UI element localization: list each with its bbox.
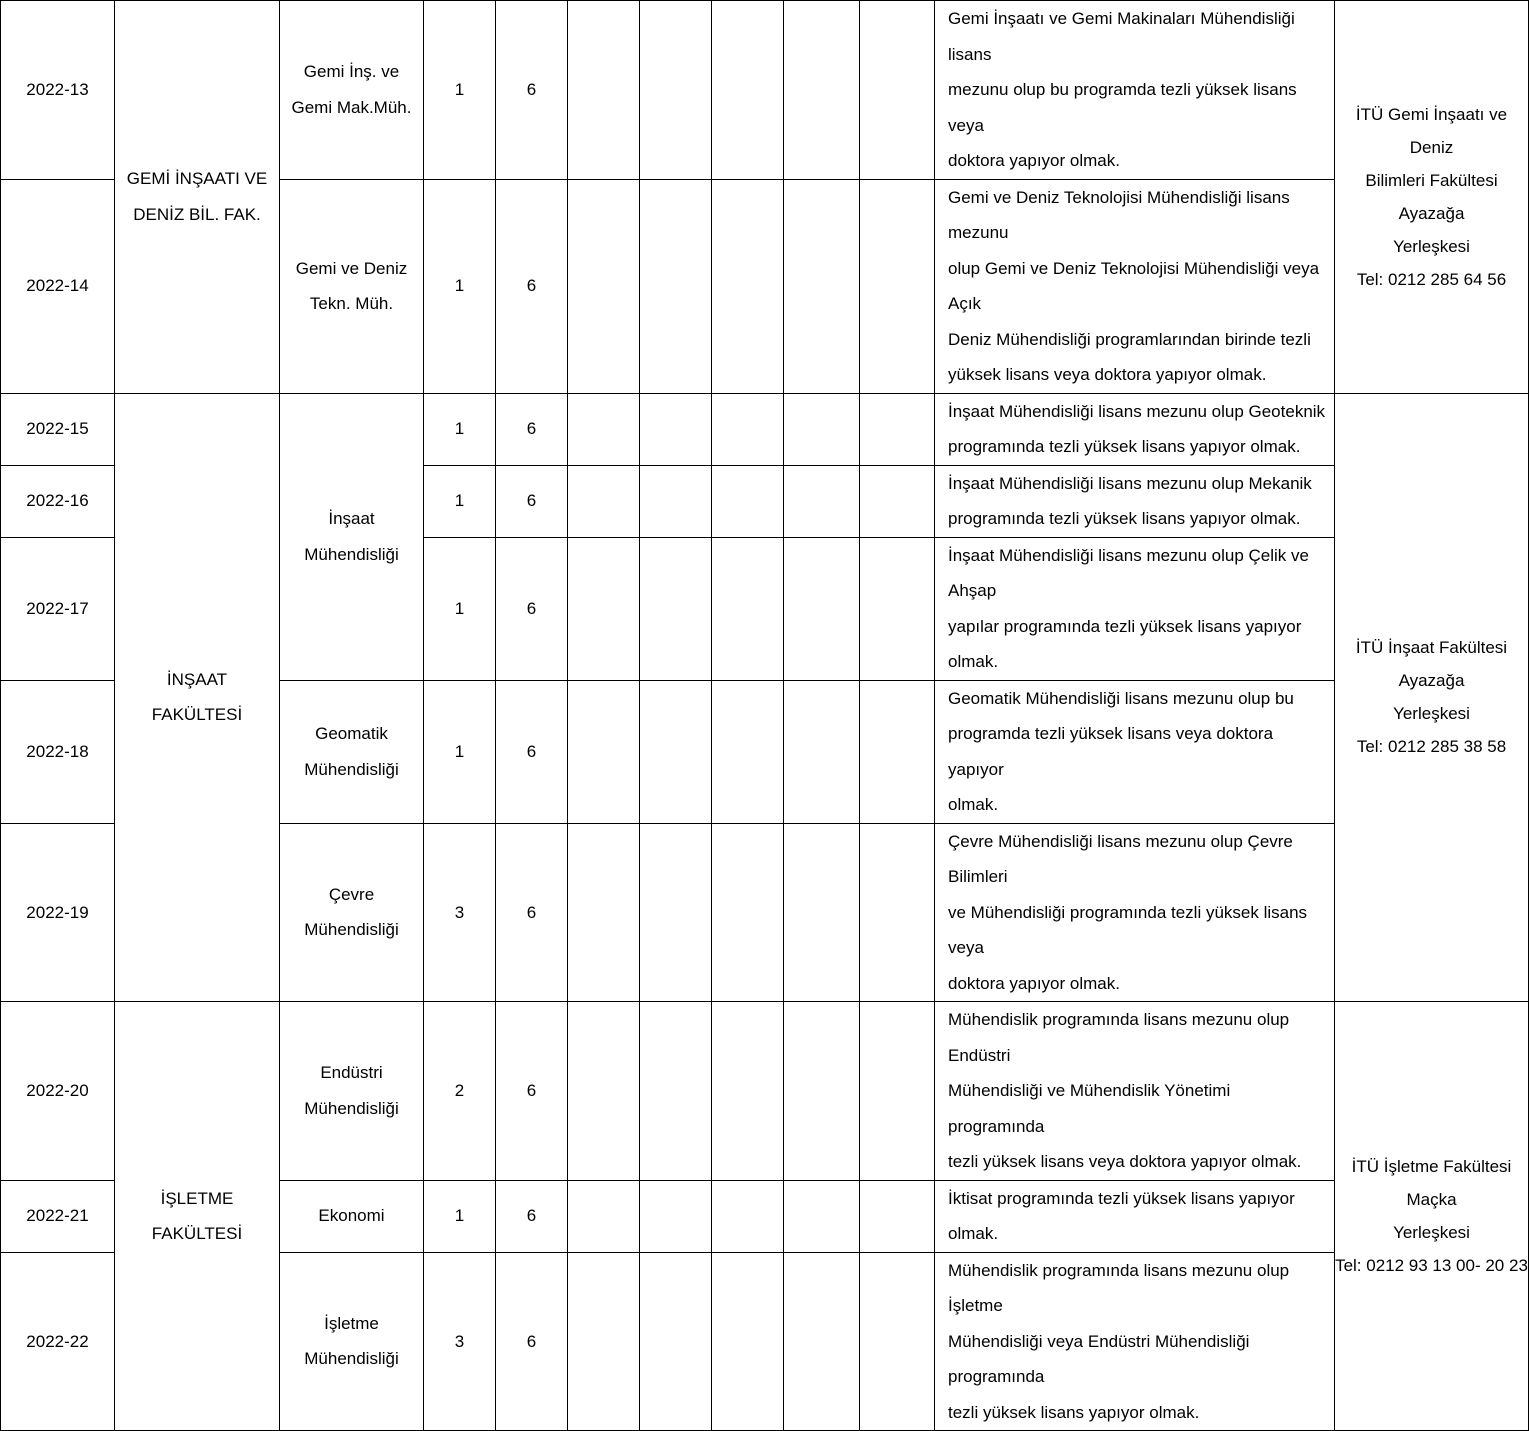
contact-line: İTÜ İşletme Fakültesi Maçka <box>1351 1157 1512 1209</box>
code-cell: 2022-18 <box>1 680 115 823</box>
empty-cell <box>640 823 712 1002</box>
duration-cell: 6 <box>496 1252 568 1431</box>
program-cell <box>280 179 424 393</box>
empty-cell <box>784 393 860 465</box>
requirement-line: yüksek lisans veya doktora yapıyor olmak. <box>948 365 1267 384</box>
code-cell: 2022-17 <box>1 537 115 680</box>
empty-cell <box>712 537 784 680</box>
quota-cell: 1 <box>424 537 496 680</box>
empty-cell <box>784 1252 860 1431</box>
requirement-line: İnşaat Mühendisliği lisans mezunu olup Mekanik <box>948 473 1312 493</box>
requirement-line: yapılar programında tezli yüksek lisans yapıyor olmak. <box>948 616 1302 671</box>
empty-cell <box>784 1 860 180</box>
program-cell <box>280 1180 424 1252</box>
empty-cell <box>784 1002 860 1181</box>
faculty-cell <box>115 1002 280 1431</box>
program-name-line: İşletme <box>324 1313 379 1333</box>
contact-line: Yerleşkesi <box>1393 1223 1470 1242</box>
program-name-line: Gemi ve Deniz <box>295 258 408 278</box>
requirement-cell <box>935 465 1335 537</box>
empty-cell <box>784 1180 860 1252</box>
requirement-cell <box>935 823 1335 1002</box>
empty-cell <box>640 1002 712 1181</box>
requirement-cell <box>935 1002 1335 1181</box>
duration-cell: 6 <box>496 537 568 680</box>
faculty-name-line: FAKÜLTESİ <box>151 1224 243 1243</box>
program-cell <box>280 680 424 823</box>
empty-cell <box>712 1002 784 1181</box>
program-name-line: Tekn. Müh. <box>309 294 394 313</box>
program-name-line: Mühendisliği <box>304 544 399 564</box>
requirement-cell <box>935 537 1335 680</box>
empty-cell <box>860 680 935 823</box>
duration-cell: 6 <box>496 179 568 393</box>
empty-cell <box>640 680 712 823</box>
faculty-cell <box>115 1 280 394</box>
program-name-line: Mühendisliği <box>304 1098 399 1118</box>
requirement-cell <box>935 680 1335 823</box>
program-name-line: Gemi İnş. ve <box>303 62 400 82</box>
empty-cell <box>640 1 712 180</box>
empty-cell <box>568 465 640 537</box>
empty-cell <box>860 179 935 393</box>
requirement-cell <box>935 179 1335 393</box>
code-cell: 2022-21 <box>1 1180 115 1252</box>
program-cell <box>280 1252 424 1431</box>
requirement-line: Geomatik Mühendisliği lisans mezunu olup bu <box>948 688 1294 708</box>
program-name-line: Mühendisliği <box>304 759 399 779</box>
quota-cell: 1 <box>424 465 496 537</box>
code-cell: 2022-14 <box>1 179 115 393</box>
faculty-cell <box>115 393 280 1002</box>
empty-cell <box>860 393 935 465</box>
duration-cell: 6 <box>496 465 568 537</box>
contact-cell <box>1335 1 1529 394</box>
requirement-line: doktora yapıyor olmak. <box>948 151 1120 170</box>
faculty-name-line: GEMİ İNŞAATI VE <box>126 169 268 189</box>
requirement-line: Mühendislik programında lisans mezunu olup Endüstri <box>948 1010 1290 1065</box>
contact-line: Yerleşkesi <box>1393 704 1470 724</box>
empty-cell <box>568 823 640 1002</box>
requirement-cell <box>935 1 1335 180</box>
empty-cell <box>712 393 784 465</box>
empty-cell <box>784 537 860 680</box>
empty-cell <box>712 1252 784 1431</box>
program-name-line: Ekonomi <box>318 1206 385 1226</box>
duration-cell: 6 <box>496 1180 568 1252</box>
duration-cell: 6 <box>496 680 568 823</box>
empty-cell <box>640 537 712 680</box>
table-row <box>1 393 1529 465</box>
code-cell: 2022-15 <box>1 393 115 465</box>
faculty-name-line: FAKÜLTESİ <box>151 705 243 725</box>
duration-cell: 6 <box>496 823 568 1002</box>
empty-cell <box>712 465 784 537</box>
program-name-line: Mühendisliği <box>304 920 399 940</box>
program-cell <box>280 823 424 1002</box>
contact-line: İTÜ Gemi İnşaatı ve Deniz <box>1355 104 1508 157</box>
program-name-line: Endüstri <box>320 1063 383 1083</box>
empty-cell <box>860 465 935 537</box>
contact-line: Tel: 0212 285 38 58 <box>1356 737 1507 757</box>
empty-cell <box>860 1 935 180</box>
requirement-line: Deniz Mühendisliği programlarından birinde tezli <box>948 329 1311 349</box>
contact-line: Bilimleri Fakültesi Ayazağa <box>1365 170 1498 223</box>
empty-cell <box>568 1180 640 1252</box>
contact-cell <box>1335 1002 1529 1431</box>
code-cell: 2022-16 <box>1 465 115 537</box>
program-name-line: Mühendisliği <box>304 1349 399 1369</box>
requirement-line: doktora yapıyor olmak. <box>948 973 1120 993</box>
empty-cell <box>712 823 784 1002</box>
empty-cell <box>568 393 640 465</box>
empty-cell <box>640 465 712 537</box>
empty-cell <box>712 1180 784 1252</box>
quota-cell: 2 <box>424 1002 496 1181</box>
faculty-name-line: İŞLETME <box>160 1188 234 1208</box>
duration-cell: 6 <box>496 1002 568 1181</box>
requirement-line: programında tezli yüksek lisans yapıyor olmak. <box>948 509 1301 528</box>
table-row <box>1 1 1529 180</box>
empty-cell <box>568 1002 640 1181</box>
requirement-line: mezunu olup bu programda tezli yüksek lisans veya <box>948 80 1297 135</box>
quota-cell: 1 <box>424 680 496 823</box>
requirement-line: İnşaat Mühendisliği lisans mezunu olup Geoteknik <box>948 401 1326 421</box>
requirement-line: programında tezli yüksek lisans yapıyor olmak. <box>948 437 1301 456</box>
empty-cell <box>568 1 640 180</box>
requirement-line: tezli yüksek lisans yapıyor olmak. <box>948 1402 1200 1422</box>
empty-cell <box>640 393 712 465</box>
empty-cell <box>860 1002 935 1181</box>
contact-line: Tel: 0212 285 64 56 <box>1356 269 1507 289</box>
quota-cell: 1 <box>424 393 496 465</box>
duration-cell: 6 <box>496 1 568 180</box>
quota-cell: 3 <box>424 823 496 1002</box>
program-cell <box>280 1002 424 1181</box>
empty-cell <box>712 680 784 823</box>
faculty-name-line: İNŞAAT <box>166 669 228 689</box>
empty-cell <box>860 1180 935 1252</box>
code-cell: 2022-20 <box>1 1002 115 1181</box>
contact-line: İTÜ İnşaat Fakültesi Ayazağa <box>1355 638 1508 691</box>
requirement-line: Gemi ve Deniz Teknolojisi Mühendisliği lisans mezunu <box>948 187 1290 242</box>
empty-cell <box>860 823 935 1002</box>
empty-cell <box>568 179 640 393</box>
contact-line: Tel: 0212 93 13 00- 20 23 <box>1335 1256 1528 1275</box>
contact-cell <box>1335 393 1529 1002</box>
program-name-line: İnşaat <box>328 509 375 528</box>
empty-cell <box>860 537 935 680</box>
requirement-line: Mühendisliği ve Mühendislik Yönetimi programında <box>948 1081 1231 1136</box>
faculty-name-line: DENİZ BİL. FAK. <box>133 204 261 224</box>
requirement-cell <box>935 1180 1335 1252</box>
table-row <box>1 1002 1529 1181</box>
empty-cell <box>784 179 860 393</box>
code-cell: 2022-22 <box>1 1252 115 1431</box>
program-name-line: Çevre <box>328 884 375 904</box>
empty-cell <box>568 537 640 680</box>
program-cell <box>280 393 424 680</box>
empty-cell <box>784 465 860 537</box>
requirement-cell <box>935 393 1335 465</box>
program-name-line: Gemi Mak.Müh. <box>291 97 412 117</box>
requirement-line: olup Gemi ve Deniz Teknolojisi Mühendisliği veya Açık <box>948 258 1320 313</box>
empty-cell <box>860 1252 935 1431</box>
empty-cell <box>640 1180 712 1252</box>
requirement-line: programda tezli yüksek lisans veya doktora yapıyor <box>948 724 1274 779</box>
empty-cell <box>640 179 712 393</box>
requirement-line: Gemi İnşaatı ve Gemi Makinaları Mühendisliği lisans <box>948 9 1295 64</box>
empty-cell <box>784 680 860 823</box>
requirement-line: Mühendisliği veya Endüstri Mühendisliği programında <box>948 1331 1250 1386</box>
requirement-line: tezli yüksek lisans veya doktora yapıyor olmak. <box>948 1152 1302 1171</box>
quota-cell: 1 <box>424 1 496 180</box>
contact-line: Yerleşkesi <box>1393 236 1470 256</box>
duration-cell: 6 <box>496 393 568 465</box>
quota-cell: 3 <box>424 1252 496 1431</box>
quota-cell: 1 <box>424 1180 496 1252</box>
empty-cell <box>568 680 640 823</box>
requirement-cell <box>935 1252 1335 1431</box>
empty-cell <box>784 823 860 1002</box>
code-cell: 2022-13 <box>1 1 115 180</box>
requirement-line: İktisat programında tezli yüksek lisans yapıyor olmak. <box>948 1188 1295 1243</box>
requirement-line: Çevre Mühendisliği lisans mezunu olup Çevre Bilimleri <box>948 831 1293 886</box>
code-cell: 2022-19 <box>1 823 115 1002</box>
empty-cell <box>640 1252 712 1431</box>
requirement-line: olmak. <box>948 795 999 814</box>
empty-cell <box>712 1 784 180</box>
empty-cell <box>568 1252 640 1431</box>
empty-cell <box>712 179 784 393</box>
requirement-line: Mühendislik programında lisans mezunu olup İşletme <box>948 1260 1290 1315</box>
requirement-line: İnşaat Mühendisliği lisans mezunu olup Çelik ve Ahşap <box>948 545 1309 600</box>
program-cell <box>280 1 424 180</box>
program-name-line: Geomatik <box>315 724 388 743</box>
quota-cell: 1 <box>424 179 496 393</box>
requirement-line: ve Mühendisliği programında tezli yüksek lisans veya <box>948 902 1308 957</box>
